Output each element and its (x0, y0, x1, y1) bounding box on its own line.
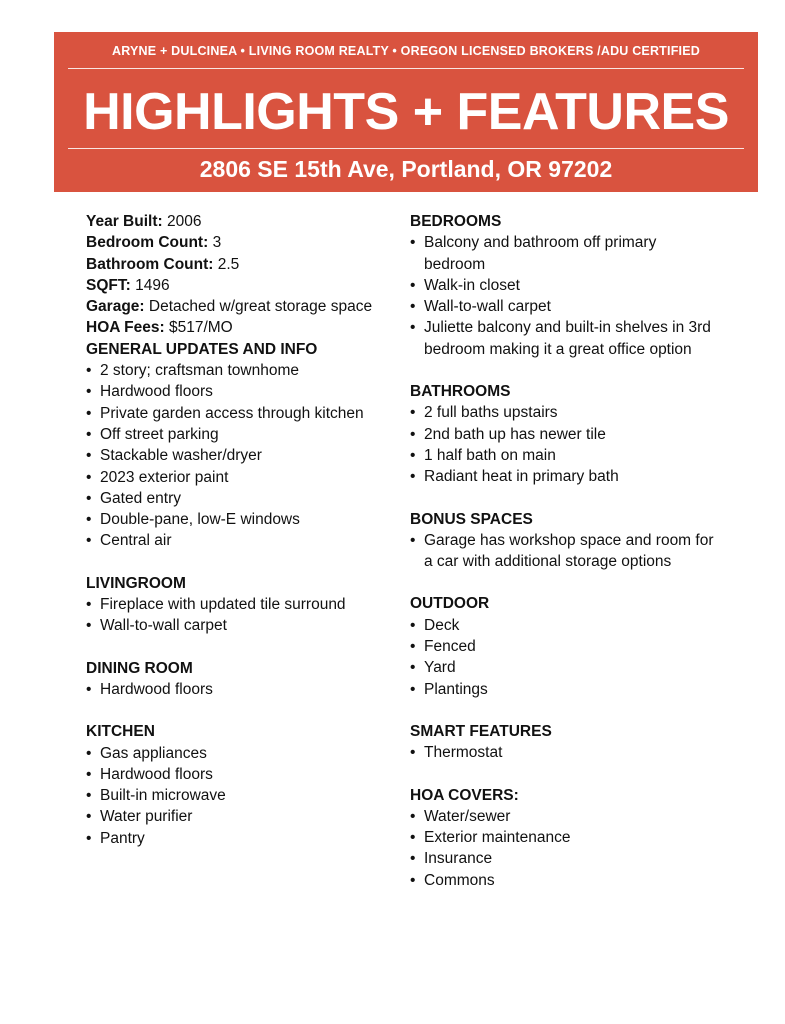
fact-bathroom-count (86, 254, 376, 275)
fact-label: HOA Fees: (86, 319, 165, 337)
list-item: • Insurance (410, 848, 720, 869)
section-heading: HOA COVERS: (410, 786, 519, 804)
section-kitchen (86, 721, 376, 849)
property-facts (86, 211, 376, 339)
list-item: • Commons (410, 870, 720, 891)
list-item: • Fireplace with updated tile surround (86, 594, 376, 615)
list-item: • Water purifier (86, 806, 376, 827)
divider (68, 148, 744, 149)
list-item: • Plantings (410, 679, 720, 700)
fact-value: 2006 (162, 213, 202, 230)
property-address: 2806 SE 15th Ave, Portland, OR 97202 (199, 156, 613, 182)
right-column (410, 211, 720, 891)
list-item: • Hardwood floors (86, 381, 376, 402)
feature-list (410, 806, 720, 891)
section-heading: SMART FEATURES (410, 722, 552, 740)
section-smart-features (410, 721, 720, 764)
section-bedrooms (410, 211, 720, 360)
list-item: • Off street parking (86, 424, 376, 445)
list-item: • Deck (410, 615, 720, 636)
list-item: • Gas appliances (86, 743, 376, 764)
list-item: • Wall-to-wall carpet (410, 296, 720, 317)
list-item: • Wall-to-wall carpet (86, 615, 376, 636)
list-item: • Private garden access through kitchen (86, 403, 376, 424)
fact-label: Bedroom Count: (86, 234, 209, 252)
list-item: • Hardwood floors (86, 679, 376, 700)
section-heading: LIVINGROOM (86, 574, 186, 592)
feature-list (86, 679, 376, 700)
fact-hoa-fees (86, 317, 376, 338)
divider (68, 68, 744, 69)
feature-list (410, 615, 720, 700)
list-item: • Thermostat (410, 742, 720, 763)
right-sections (410, 211, 720, 891)
section-heading: BEDROOMS (410, 213, 502, 230)
list-item: • 2 full baths upstairs (410, 402, 720, 423)
section-heading: BONUS SPACES (410, 510, 533, 528)
section-bonus-spaces (410, 509, 720, 573)
feature-list (86, 360, 376, 552)
feature-list (410, 232, 720, 360)
fact-year-built (86, 211, 376, 232)
left-column (86, 211, 376, 849)
list-item: • Radiant heat in primary bath (410, 466, 720, 487)
list-item: • Balcony and bathroom off primary bedroom (410, 232, 720, 275)
fact-label: SQFT: (86, 276, 131, 294)
header-banner (54, 32, 758, 192)
section-hoa-covers (410, 785, 720, 891)
brokerage-tagline: ARYNE + DULCINEA • LIVING ROOM REALTY • OREGON LICENSED BROKERS /ADU CERTIFIED (112, 44, 700, 58)
feature-list (410, 742, 720, 763)
list-item: • Yard (410, 657, 720, 678)
section-heading: KITCHEN (86, 723, 155, 741)
list-item: • Juliette balcony and built-in shelves in 3rd bedroom making it a great office option (410, 317, 720, 360)
left-sections (86, 339, 376, 849)
section-bathrooms (410, 381, 720, 487)
list-item: • Hardwood floors (86, 764, 376, 785)
fact-garage (86, 296, 376, 317)
feature-list (86, 743, 376, 849)
section-heading: BATHROOMS (410, 383, 511, 401)
fact-label: Garage: (86, 298, 145, 316)
section-general-updates-and-info (86, 339, 376, 552)
section-heading: DINING ROOM (86, 659, 193, 677)
fact-value: 3 (208, 234, 222, 252)
feature-list (410, 402, 720, 487)
fact-sqft (86, 275, 376, 296)
list-item: • Double-pane, low-E windows (86, 509, 376, 530)
list-item: • Pantry (86, 828, 376, 849)
fact-bedroom-count (86, 232, 376, 253)
list-item: • Central air (86, 530, 376, 551)
fact-value: 2.5 (213, 255, 240, 273)
page-title: HIGHLIGHTS + FEATURES (83, 83, 729, 141)
list-item: • 1 half bath on main (410, 445, 720, 466)
fact-value: Detached w/great storage space (144, 298, 373, 316)
fact-value: $517/MO (164, 319, 233, 337)
list-item: • Fenced (410, 636, 720, 657)
list-item: • 2 story; craftsman townhome (86, 360, 376, 381)
fact-value: 1496 (130, 276, 170, 294)
list-item: • Water/sewer (410, 806, 720, 827)
list-item: • Gated entry (86, 488, 376, 509)
section-outdoor (410, 593, 720, 699)
list-item: • 2nd bath up has newer tile (410, 424, 720, 445)
list-item: • Stackable washer/dryer (86, 445, 376, 466)
section-heading: OUTDOOR (410, 595, 490, 613)
fact-label: Bathroom Count: (86, 255, 214, 273)
fact-label: Year Built: (86, 213, 163, 230)
section-dining-room (86, 658, 376, 701)
list-item: • 2023 exterior paint (86, 467, 376, 488)
section-heading: GENERAL UPDATES AND INFO (86, 340, 318, 358)
list-item: • Garage has workshop space and room for a car with additional storage options (410, 530, 720, 573)
list-item: • Built-in microwave (86, 785, 376, 806)
list-item: • Exterior maintenance (410, 827, 720, 848)
feature-list (410, 530, 720, 573)
list-item: • Walk-in closet (410, 275, 720, 296)
feature-list (86, 594, 376, 637)
section-livingroom (86, 573, 376, 637)
